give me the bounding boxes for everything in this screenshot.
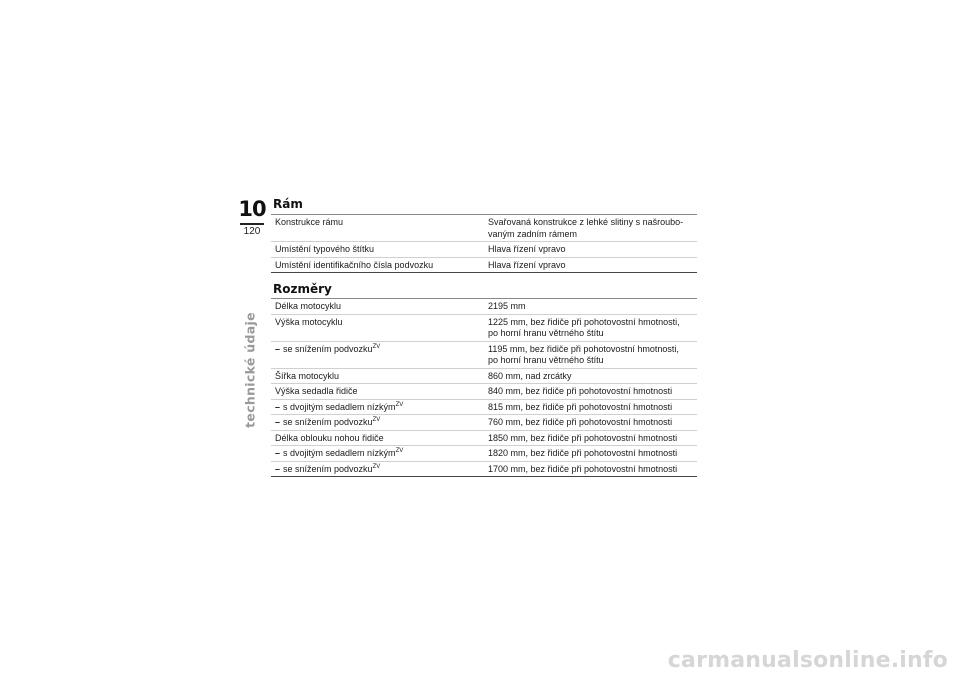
section-title-dimensions: Rozměry: [273, 282, 332, 296]
row-label: [271, 258, 484, 273]
row-label: [271, 400, 484, 415]
optional-equipment-mark: ZV: [372, 343, 381, 350]
sub-item-dash: –: [275, 417, 281, 427]
row-label: [271, 415, 484, 430]
sub-item-dash: –: [275, 463, 281, 474]
table-row: [271, 314, 697, 341]
row-label-text: Výška motocyklu: [275, 316, 343, 327]
row-value: 760 mm, bez řidiče při pohotovostní hmotnosti: [488, 417, 673, 427]
row-label: [271, 215, 484, 241]
chapter-divider: [240, 223, 264, 225]
watermark: carmanualsonline.info: [667, 648, 948, 673]
frame-spec-table: [271, 214, 697, 273]
row-value: 1225 mm, bez řidiče při pohotovostní hmotnosti, po horní hranu větrného štítu: [488, 316, 680, 338]
row-label: [271, 446, 484, 461]
table-row: [271, 241, 697, 257]
table-row: [271, 215, 697, 241]
optional-equipment-mark: ZV: [372, 463, 381, 470]
row-label: [271, 369, 484, 384]
row-label-text: Výška sedadla řidiče: [275, 386, 358, 396]
table-row: [271, 414, 697, 430]
sub-item-dash: –: [275, 343, 281, 354]
row-label-text: se snížením podvozku: [283, 417, 373, 427]
row-label: [271, 342, 484, 368]
row-label-text: Konstrukce rámu: [275, 217, 344, 227]
table-row: [271, 341, 697, 368]
row-value: Svařovaná konstrukce z lehké slitiny s našroubo- vaným zadním rámem: [488, 217, 684, 239]
row-label: [271, 299, 484, 314]
row-value: 1700 mm, bez řidiče při pohotovostní hmotnosti: [488, 463, 678, 474]
table-row: [271, 399, 697, 415]
table-row: [271, 430, 697, 446]
row-label-text: Umístění identifikačního čísla podvozku: [275, 259, 434, 270]
row-label: [271, 462, 484, 477]
chapter-number: 10: [238, 197, 266, 221]
table-row: [271, 257, 697, 273]
row-label-text: Šířka motocyklu: [275, 370, 340, 381]
row-value: 840 mm, bez řidiče při pohotovostní hmotnosti: [488, 386, 673, 396]
table-row: [271, 299, 697, 314]
row-value: Hlava řízení vpravo: [488, 259, 566, 270]
row-label-text: Umístění typového štítku: [275, 244, 375, 254]
optional-equipment-mark: ZV: [372, 417, 381, 423]
row-value: Hlava řízení vpravo: [488, 244, 566, 254]
row-value: 2195 mm: [488, 301, 526, 311]
page-number: 120: [243, 226, 261, 237]
chapter-side-label: technické údaje: [242, 312, 258, 428]
row-value: 1195 mm, bez řidiče při pohotovostní hmotnosti, po horní hranu větrného štítu: [488, 343, 679, 365]
row-value: 860 mm, nad zrcátky: [488, 370, 572, 381]
section-title-frame: Rám: [273, 197, 303, 211]
row-label-text: se snížením podvozku: [283, 343, 373, 354]
row-label-text: s dvojitým sedadlem nízkým: [283, 448, 396, 458]
row-label-text: s dvojitým sedadlem nízkým: [283, 401, 396, 412]
row-value: 1820 mm, bez řidiče při pohotovostní hmotnosti: [488, 448, 678, 458]
sub-item-dash: –: [275, 448, 281, 458]
row-label-text: se snížením podvozku: [283, 463, 373, 474]
row-label: [271, 242, 484, 257]
dimensions-spec-table: [271, 298, 697, 477]
table-row: [271, 461, 697, 477]
row-value: 815 mm, bez řidiče při pohotovostní hmotnosti: [488, 401, 673, 412]
table-row: [271, 368, 697, 384]
sub-item-dash: –: [275, 401, 281, 412]
row-label-text: Délka motocyklu: [275, 301, 342, 311]
row-label: [271, 315, 484, 341]
row-label-text: Délka oblouku nohou řidiče: [275, 432, 384, 443]
table-row: [271, 445, 697, 461]
table-row: [271, 383, 697, 399]
row-value: 1850 mm, bez řidiče při pohotovostní hmotnosti: [488, 432, 678, 443]
optional-equipment-mark: ZV: [395, 448, 404, 454]
row-label: [271, 384, 484, 399]
optional-equipment-mark: ZV: [395, 401, 404, 408]
row-label: [271, 431, 484, 446]
